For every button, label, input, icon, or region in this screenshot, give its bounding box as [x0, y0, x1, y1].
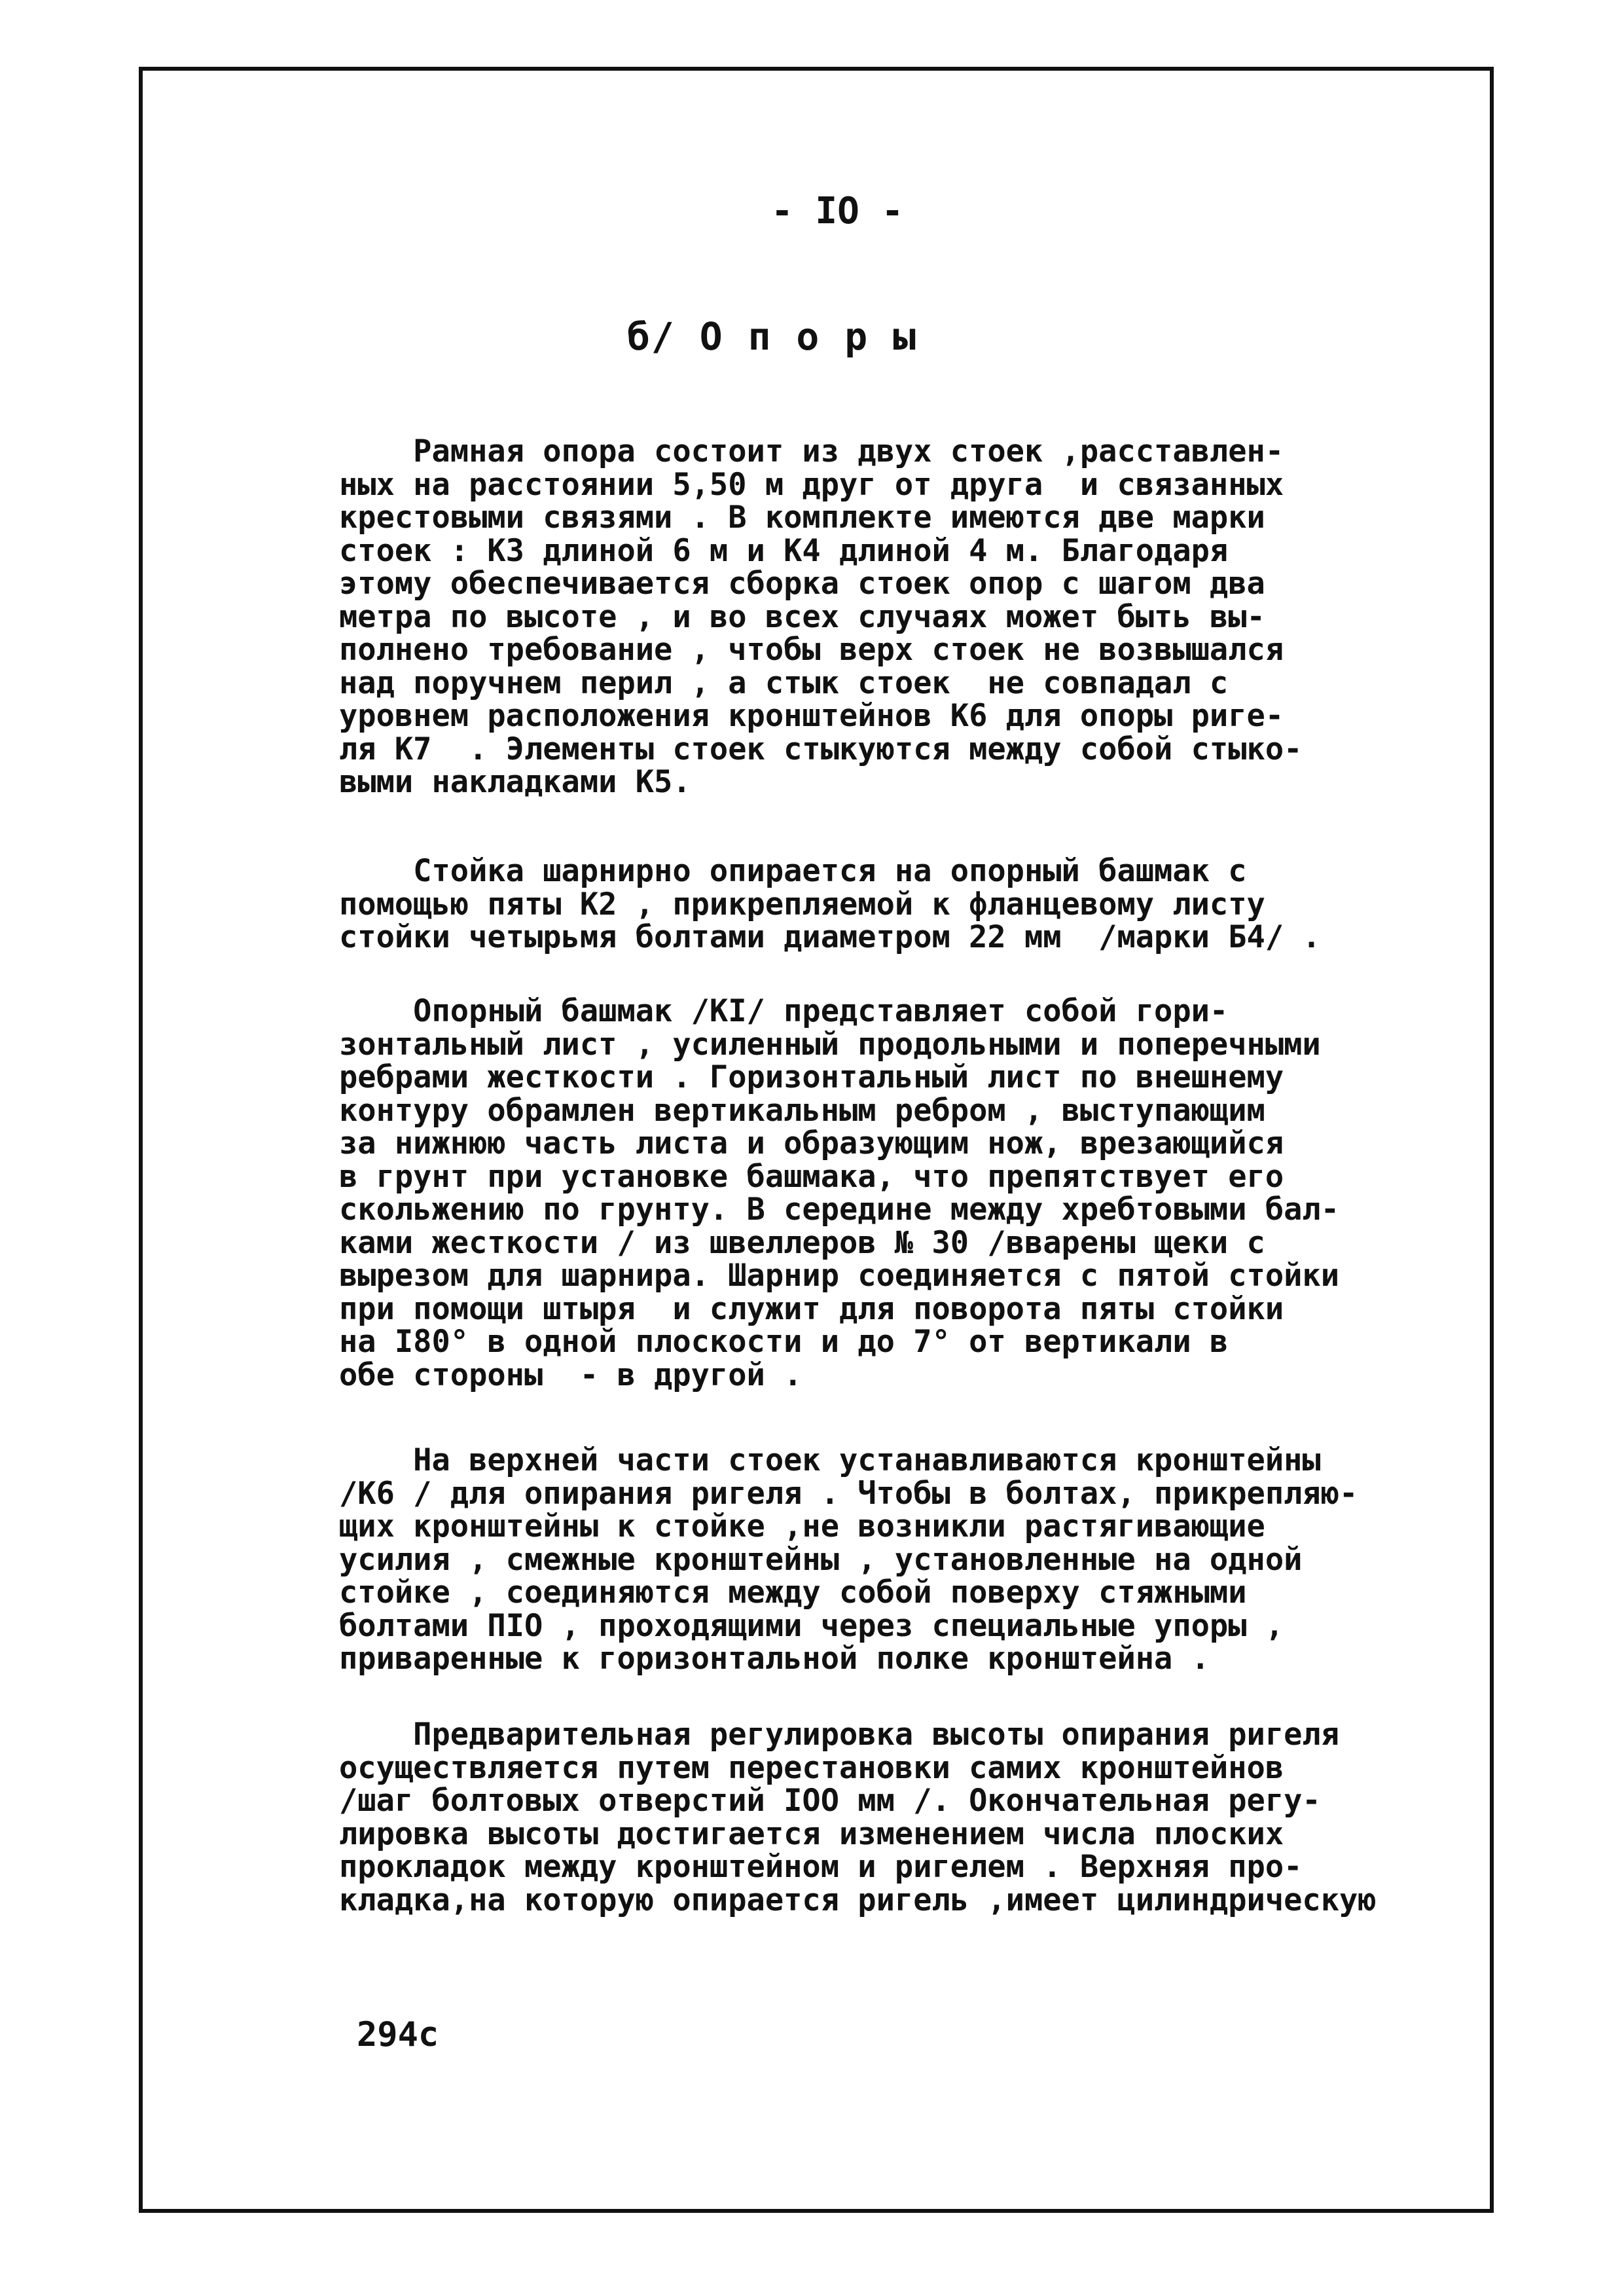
paragraph-brackets: На верхней части стоек устанавливаются кронштейны /К6 / для опирания ригеля . Чтобы в болтах, прикрепляю- щих кронштейны к стойке ,не возникли растягивающие усилия , смежные кронштейны , установленные на одной стойке , соединяются между собой поверху стяжными болтами ПIО , проходящими через специальные упоры , приваренные к горизонтальной полке кронштейна .: [339, 1442, 1358, 1677]
paragraph-support-shoe: Опорный башмак /КI/ представляет собой гори- зонтальный лист , усиленный продольными и поперечными ребрами жесткости . Горизонтальный лист по внешнему контуру обрамлен вертикальным ребром , выступающим за нижнюю часть листа и образующим нож, врезающийся в грунт при установке башмака, что препятствует его скольжению по грунту. В середине между хребтовыми бал- ками жесткости / из швеллеров № 30 /вварены щеки с вырезом для шарнира. Шарнир соединяется с пятой стойки при помощи штыря и служит для поворота пяты стойки на I80° в одной плоскости и до 7° от вертикали в обе стороны - в другой .: [339, 993, 1340, 1393]
paragraph-frame-support: Рамная опора состоит из двух стоек ,расставлен- ных на расстоянии 5,50 м друг от друга и связанных крестовыми связями . В комплекте имеются две марки стоек : К3 длиной 6 м и К4 длиной 4 м. Благодаря этому обеспечивается сборка стоек опор с шагом два метра по высоте , и во всех случаях может быть вы- полнено требование , чтобы верх стоек не возвышался над поручнем перил , а стык стоек не совпадал с уровнем расположения кронштейнов К6 для опоры риге- ля К7 . Элементы стоек стыкуются между собой стыко- выми накладками К5.: [339, 433, 1303, 800]
footer-code: 294с: [357, 2015, 439, 2054]
page-number: - IO -: [771, 190, 904, 232]
section-heading: б/ О п о р ы: [627, 314, 918, 359]
paragraph-hinge-support: Стойка шарнирно опирается на опорный башмак с помощью пяты К2 , прикрепляемой к фланцевому листу стойки четырьмя болтами диаметром 22 мм /марки Б4/ .: [339, 853, 1321, 955]
paragraph-height-adjustment: Предварительная регулировка высоты опирания ригеля осуществляется путем перестановки самих кронштейнов /шаг болтовых отверстий IOO мм /. Окончательная регу- лировка высоты достигается изменением числа плоских прокладок между кронштейном и ригелем . Верхняя про- кладка,на которую опирается ригель ,имеет цилиндрическую: [339, 1717, 1377, 1918]
